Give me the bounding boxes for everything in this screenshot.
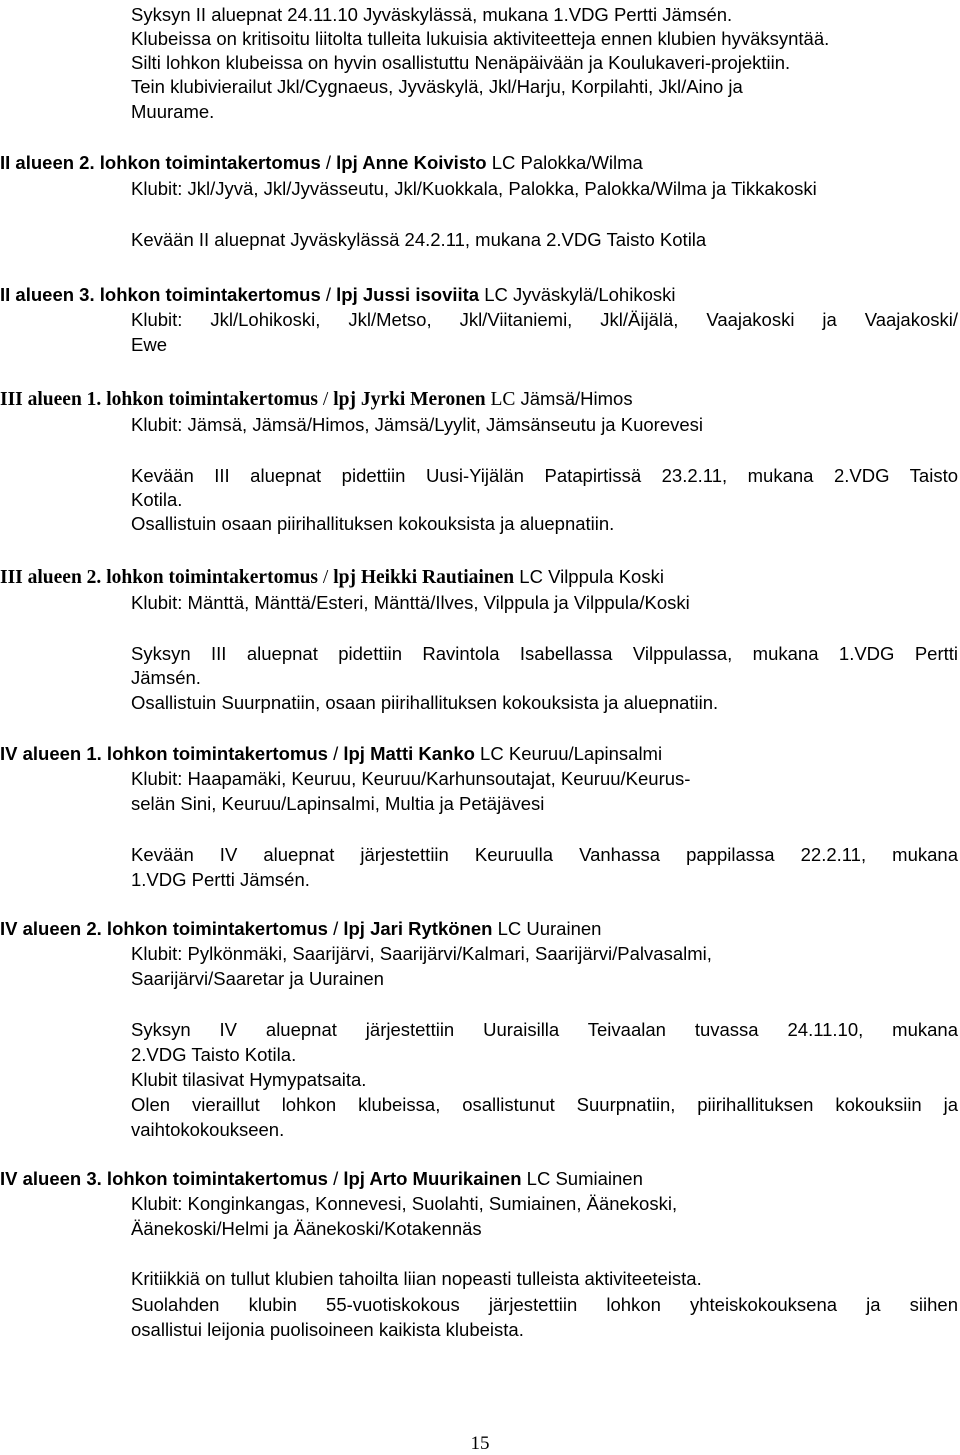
note-line: 2.VDG Taisto Kotila. <box>131 1044 297 1065</box>
lpj-name: lpj Arto Muurikainen <box>343 1168 522 1189</box>
lpj-name: lpj Matti Kanko <box>343 743 475 764</box>
section-heading <box>0 388 633 411</box>
note-line: Kevään II aluepnat Jyväskylässä 24.2.11, mukana 2.VDG Taisto Kotila <box>131 229 707 250</box>
report-label: lohkon toimintakertomus <box>94 284 321 305</box>
clubs-line: Klubit: Konginkangas, Konnevesi, Suolahti, Sumiainen, Äänekoski, <box>131 1193 678 1214</box>
separator: / <box>320 152 337 173</box>
note-line: osallistui leijonia puolisoineen kaikista klubeista. <box>131 1319 524 1340</box>
note-line: Klubit tilasivat Hymypatsaita. <box>131 1069 367 1090</box>
area-label: II alueen 3. <box>0 284 95 305</box>
note-line: Olen vieraillut lohkon klubeissa, osallistunut Suurpnatiin, piirihallituksen kokouksiin ja <box>131 1094 958 1115</box>
lpj-name: lpj Anne Koivisto <box>336 152 487 173</box>
separator: / <box>318 389 334 410</box>
club-name: LC Vilppula Koski <box>514 566 664 587</box>
intro-line: Syksyn II aluepnat 24.11.10 Jyväskylässä, mukana 1.VDG Pertti Jämsén. <box>131 4 733 25</box>
report-label: lohkon toimintakertomus <box>101 918 328 939</box>
note-line: Osallistuin Suurpnatiin, osaan piirihallituksen kokouksista ja aluepnatiin. <box>131 692 719 713</box>
area-label: IV alueen 3. <box>0 1168 102 1189</box>
clubs-line: Äänekoski/Helmi ja Äänekoski/Kotakennäs <box>131 1218 482 1239</box>
intro-line: Silti lohkon klubeissa on hyvin osallistuttu Nenäpäivään ja Koulukaveri-projektiin. <box>131 52 791 73</box>
intro-line: Muurame. <box>131 101 215 122</box>
note-line: vaihtokokoukseen. <box>131 1119 285 1140</box>
club-name: LC Keuruu/Lapinsalmi <box>474 743 663 764</box>
area-label: III alueen 1. <box>0 389 102 410</box>
note-line: Syksyn IV aluepnat järjestettiin Uuraisilla Teivaalan tuvassa 24.11.10, mukana <box>131 1019 958 1040</box>
clubs-line: Klubit: Pylkönmäki, Saarijärvi, Saarijärvi/Kalmari, Saarijärvi/Palvasalmi, <box>131 943 712 964</box>
section-heading <box>0 284 675 306</box>
clubs-line: Klubit: Mänttä, Mänttä/Esteri, Mänttä/Ilves, Vilppula ja Vilppula/Koski <box>131 592 690 613</box>
lpj-name: lpj Jyrki Meronen <box>333 389 486 410</box>
club-prefix: LC <box>485 389 516 410</box>
section-heading <box>0 743 662 765</box>
club-name: LC Palokka/Wilma <box>486 152 643 173</box>
note-line: Suolahden klubin 55-vuotiskokous järjestettiin lohkon yhteiskokouksena ja siihen <box>131 1294 958 1315</box>
report-label: lohkon toimintakertomus <box>101 743 328 764</box>
clubs-line: Klubit: Jämsä, Jämsä/Himos, Jämsä/Lyylit, Jämsänseutu ja Kuorevesi <box>131 414 704 435</box>
club-name: LC Jyväskylä/Lohikoski <box>479 284 676 305</box>
section-heading <box>0 566 664 589</box>
area-label: IV alueen 1. <box>0 743 102 764</box>
section-heading <box>0 918 601 940</box>
lpj-name: lpj Heikki Rautiainen <box>333 567 515 588</box>
report-label: lohkon toimintakertomus <box>94 152 321 173</box>
club-name: LC Uurainen <box>492 918 602 939</box>
area-label: III alueen 2. <box>0 567 102 588</box>
clubs-line: Klubit: Haapamäki, Keuruu, Keuruu/Karhunsoutajat, Keuruu/Keurus- <box>131 768 691 789</box>
clubs-line: Klubit: Jkl/Jyvä, Jkl/Jyvässeutu, Jkl/Kuokkala, Palokka, Palokka/Wilma ja Tikkakoski <box>131 178 817 199</box>
separator: / <box>327 743 344 764</box>
section-heading <box>0 152 643 174</box>
separator: / <box>318 567 334 588</box>
note-line: Kotila. <box>131 489 183 510</box>
clubs-line: Klubit: Jkl/Lohikoski, Jkl/Metso, Jkl/Viitaniemi, Jkl/Äijälä, Vaajakoski ja Vaajakoski/ <box>131 309 958 330</box>
note-line: Kevään III aluepnat pidettiin Uusi-Yijälän Patapirtissä 23.2.11, mukana 2.VDG Taisto <box>131 465 958 486</box>
intro-line: Tein klubivierailut Jkl/Cygnaeus, Jyväskylä, Jkl/Harju, Korpilahti, Jkl/Aino ja <box>131 76 743 97</box>
note-line: Kritiikkiä on tullut klubien tahoilta liian nopeasti tulleista aktiviteeteista. <box>131 1268 702 1289</box>
club-name: LC Sumiainen <box>521 1168 643 1189</box>
report-label: lohkon toimintakertomus <box>101 1168 328 1189</box>
section-heading <box>0 1168 643 1190</box>
area-label: II alueen 2. <box>0 152 95 173</box>
note-line: Jämsén. <box>131 667 201 688</box>
intro-line: Klubeissa on kritisoitu liitolta tulleita lukuisia aktiviteetteja ennen klubien hyväksyntää. <box>131 28 830 49</box>
separator: / <box>320 284 337 305</box>
lpj-name: lpj Jari Rytkönen <box>343 918 493 939</box>
lpj-name: lpj Jussi isoviita <box>336 284 480 305</box>
note-line: Kevään IV aluepnat järjestettiin Keuruulla Vanhassa pappilassa 22.2.11, mukana <box>131 844 958 865</box>
page-number: 15 <box>470 1433 490 1454</box>
area-label: IV alueen 2. <box>0 918 102 939</box>
report-label: lohkon toimintakertomus <box>101 389 319 410</box>
clubs-line: selän Sini, Keuruu/Lapinsalmi, Multia ja Petäjävesi <box>131 793 545 814</box>
clubs-line: Saarijärvi/Saaretar ja Uurainen <box>131 968 384 989</box>
note-line: Syksyn III aluepnat pidettiin Ravintola Isabellassa Vilppulassa, mukana 1.VDG Pertti <box>131 643 958 664</box>
note-line: 1.VDG Pertti Jämsén. <box>131 869 310 890</box>
club-name: Jämsä/Himos <box>515 388 633 409</box>
report-label: lohkon toimintakertomus <box>101 567 319 588</box>
note-line: Osallistuin osaan piirihallituksen kokouksista ja aluepnatiin. <box>131 513 615 534</box>
clubs-line: Ewe <box>131 334 167 355</box>
separator: / <box>327 918 344 939</box>
separator: / <box>327 1168 344 1189</box>
